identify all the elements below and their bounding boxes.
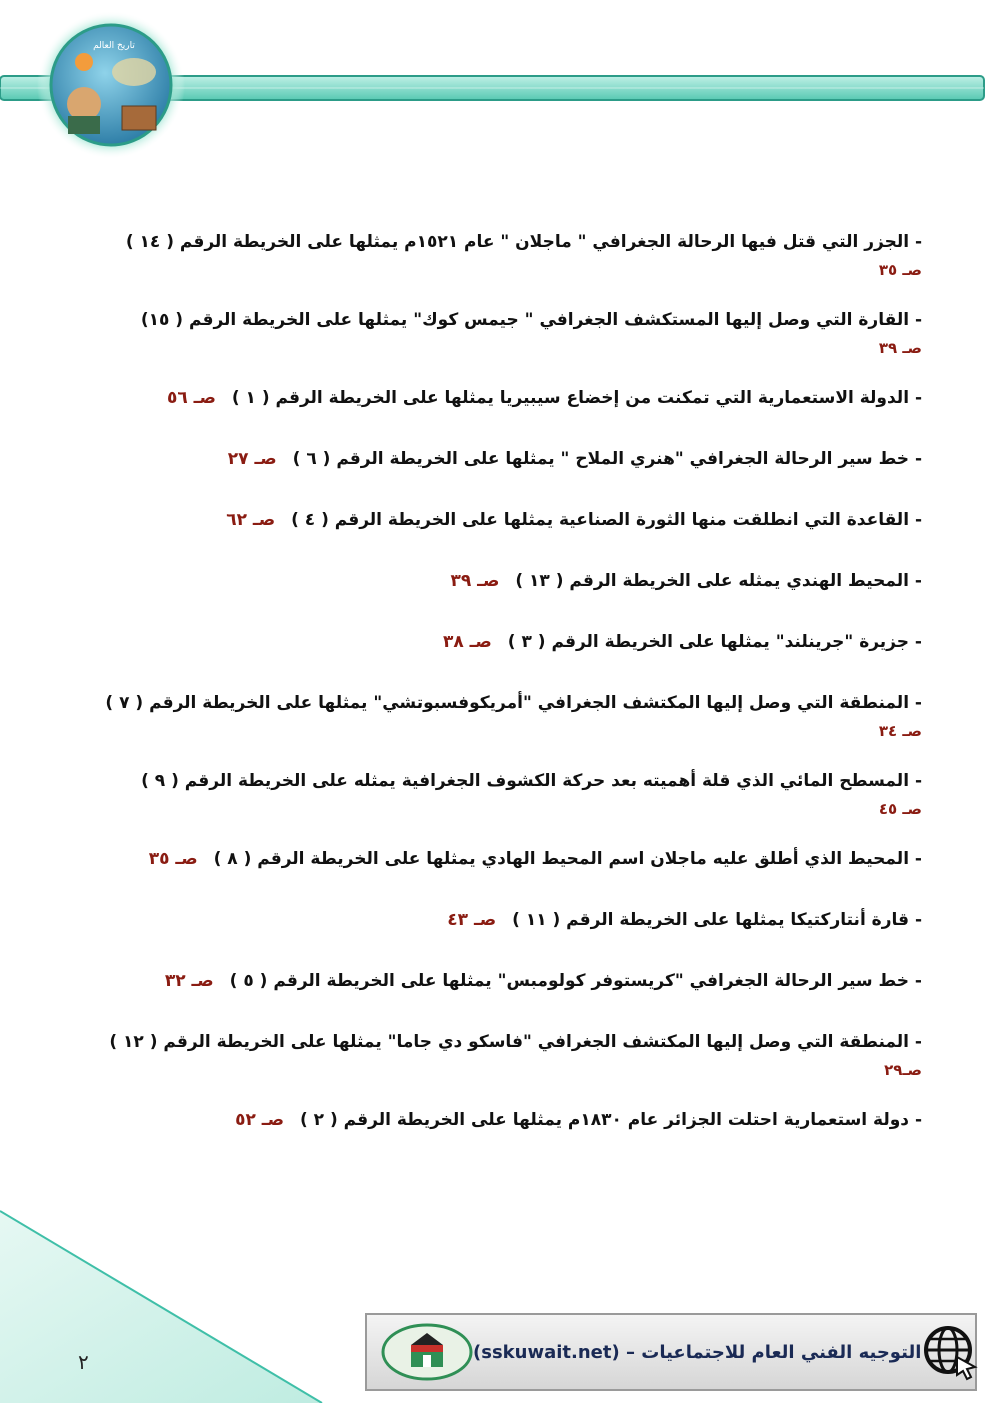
page-reference: صـ ٦٢ bbox=[226, 510, 276, 530]
page-reference: صـ ٢٧ bbox=[227, 449, 277, 469]
page-reference: صـ ٣٨ bbox=[442, 632, 492, 652]
list-item bbox=[70, 842, 922, 876]
item-text: - الدولة الاستعمارية التي تمكنت من إخضاع سيبيريا يمثلها على الخريطة الرقم ( ١ ) bbox=[231, 388, 922, 408]
corner-decoration bbox=[0, 1203, 330, 1403]
list-item bbox=[70, 442, 922, 476]
item-text: - قارة أنتاركتيكا يمثلها على الخريطة الرقم ( ١١ ) bbox=[512, 910, 922, 930]
footer-bar bbox=[365, 1313, 977, 1391]
footer-text: التوجيه الفني العام للاجتماعيات – (sskuwait.net) bbox=[473, 1341, 922, 1363]
item-text: - جزيرة "جرينلند" يمثلها على الخريطة الرقم ( ٣ ) bbox=[507, 632, 922, 652]
list-item bbox=[70, 1103, 922, 1137]
page-reference: صـ ٣٥ bbox=[148, 849, 198, 869]
item-text: - خط سير الرحالة الجغرافي "كريستوفر كولومبس" يمثلها على الخريطة الرقم ( ٥ ) bbox=[229, 971, 922, 991]
list-item bbox=[70, 625, 922, 659]
page-number: ٢ bbox=[78, 1350, 89, 1374]
list-item bbox=[70, 381, 922, 415]
item-text: - المحيط الذي أطلق عليه ماجلان اسم المحيط الهادي يمثلها على الخريطة الرقم ( ٨ ) bbox=[213, 849, 922, 869]
globe-cursor-icon bbox=[921, 1323, 979, 1381]
corner-triangle-graphic bbox=[0, 1203, 330, 1403]
list-item bbox=[70, 903, 922, 937]
page-reference: صـ ٥٦ bbox=[166, 388, 216, 408]
page-reference: صـ ٣٢ bbox=[164, 971, 214, 991]
page-reference: صـ ٣٤ bbox=[878, 722, 922, 740]
item-text: - القاعدة التي انطلقت منها الثورة الصناعية يمثلها على الخريطة الرقم ( ٤ ) bbox=[291, 510, 922, 530]
item-text: - الجزر التي قتل فيها الرحالة الجغرافي " ماجلان " عام ١٥٢١م يمثلها على الخريطة الرقم ( ١٤ ) bbox=[125, 232, 922, 252]
svg-text:تاريخ العالم: تاريخ العالم bbox=[93, 41, 135, 51]
item-text: - المنطقة التي وصل إليها المكتشف الجغرافي "أمريكوفسبوتشي" يمثلها على الخريطة الرقم ( ٧ ) bbox=[105, 693, 922, 713]
list-item bbox=[70, 564, 922, 598]
header-logo bbox=[36, 10, 186, 160]
page-reference: صـ ٤٣ bbox=[447, 910, 497, 930]
page-reference: صـ٢٩ bbox=[884, 1061, 922, 1079]
list-item bbox=[70, 1025, 922, 1081]
history-book-logo-icon bbox=[36, 10, 186, 160]
item-text: - المنطقة التي وصل إليها المكتشف الجغرافي "فاسكو دي جاما" يمثلها على الخريطة الرقم ( ١٢ ) bbox=[109, 1032, 922, 1052]
page-reference: صـ ٣٥ bbox=[878, 261, 922, 279]
page-reference: صـ ٥٢ bbox=[235, 1110, 285, 1130]
list-item bbox=[70, 686, 922, 742]
list-item bbox=[70, 303, 922, 359]
ministry-emblem-icon bbox=[381, 1323, 473, 1381]
list-item bbox=[70, 225, 922, 281]
item-text: - دولة استعمارية احتلت الجزائر عام ١٨٣٠م يمثلها على الخريطة الرقم ( ٢ ) bbox=[299, 1110, 922, 1130]
item-text: - المسطح المائي الذي قلة أهميته بعد حركة الكشوف الجغرافية يمثله على الخريطة الرقم ( ٩ ) bbox=[141, 771, 922, 791]
page-reference: صـ ٣٩ bbox=[878, 339, 922, 357]
page-reference: صـ ٣٩ bbox=[450, 571, 500, 591]
question-list bbox=[70, 225, 922, 1137]
list-item bbox=[70, 764, 922, 820]
list-item bbox=[70, 503, 922, 537]
page-reference: صـ ٤٥ bbox=[878, 800, 922, 818]
list-item bbox=[70, 964, 922, 998]
item-text: - المحيط الهندي يمثله على الخريطة الرقم ( ١٣ ) bbox=[515, 571, 922, 591]
item-text: - القارة التي وصل إليها المستكشف الجغرافي " جيمس كوك" يمثلها على الخريطة الرقم ( ١٥) bbox=[140, 310, 922, 330]
item-text: - خط سير الرحالة الجغرافي "هنري الملاح " يمثلها على الخريطة الرقم ( ٦ ) bbox=[292, 449, 922, 469]
